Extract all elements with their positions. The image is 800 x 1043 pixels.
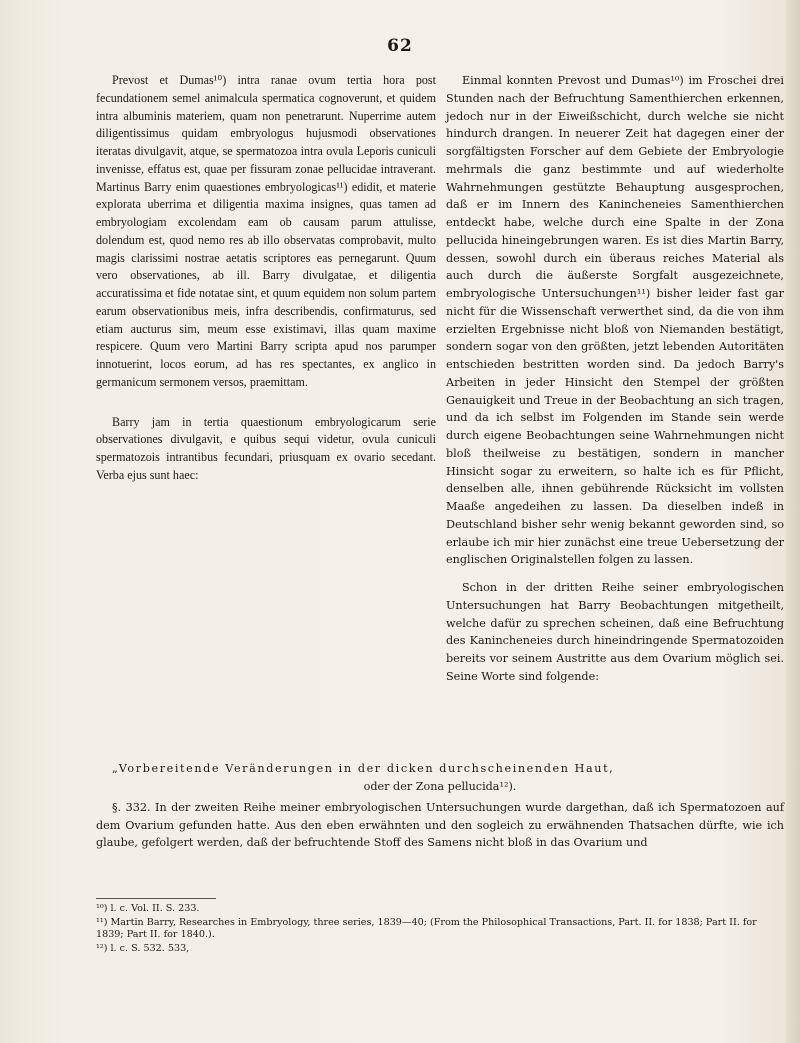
section-heading: „Vorbereitende Veränderungen in der dicken durchscheinenden Haut, bbox=[112, 762, 615, 775]
footnote-11: ¹¹) Martin Barry, Researches in Embryology, three series, 1839—40; (From the Philosophical Transactions, Part. II. for 1838; Part II. for 1839; Part II. for 1840.). bbox=[96, 916, 757, 941]
page-edge bbox=[786, 0, 800, 1043]
footnote-divider bbox=[96, 898, 216, 899]
page-number: 62 bbox=[387, 36, 413, 56]
latin-paragraph-1: Prevost et Dumas¹⁰) intra ranae ovum tertia hora post fecundationem semel animalcula spermatica cognoverunt, et quidem intra albuminis materiem, quam non penetrarunt. Nuperrime autem diligentissimus quidam embryologus hujusmodi observationes iteratas divulgavit, atque, se spermatozoa intra ovula Leporis cuniculi invenisse, effatus est, quae per fissuram zonae pellucidae intraverant. Martinus Barry enim quaestiones embryologicas¹¹) edidit, et materie explorata uberrima et diligentia maxima insignes, quas tamen ad embryologiam excolendam eam ob causam parum attulisse, dolendum est, quod nemo res ab illo observatas comprobavit, multo magis clarissimi nostrae aetatis scriptores eas pernegarunt. Quum vero observationes, ab ill. Barry divulgatae, et diligentia accuratissima et fide notatae sint, et quum equidem non solum partem earum observationibus meis, infra describendis, confirmaturus, sed etiam aucturus sim, meum esse existimavi, illas quam maxime respicere. Quum vero Martini Barry scripta apud nos parumper innotuerint, locos eorum, ad has res spectantes, ex anglico in germanicum sermonem versos, praemittam. bbox=[96, 73, 436, 389]
footnote-10: ¹⁰) l. c. Vol. II. S. 233. bbox=[96, 903, 200, 914]
footnote-12: ¹²) l. c. S. 532. 533, bbox=[96, 942, 190, 954]
quoted-section bbox=[96, 760, 784, 852]
latin-paragraph-2: Barry jam in tertia quaestionum embryologicarum serie observationes divulgavit, e quibus sequi videtur, ovula cuniculi spermatozois intrantibus fecundari, priusquam ex ovario secedant. Verba ejus sunt haec: bbox=[96, 414, 436, 482]
latin-column bbox=[96, 72, 436, 485]
german-paragraph-2: Schon in der dritten Reihe seiner embryologischen Untersuchungen hat Barry Beobachtungen mitgetheilt, welche dafür zu sprechen scheinen, daß eine Befruchtung des Kanincheneies durch hineindringende Spermatozoiden bereits vor seinem Austritte aus dem Ovarium möglich sei. Seine Worte sind folgende: bbox=[446, 581, 784, 683]
section-paragraph: §. 332. In der zweiten Reihe meiner embryologischen Untersuchungen wurde dargethan, daß ich Spermatozoen auf dem Ovarium gefunden hatte. Aus den eben erwähnten und den sogleich zu erwähnenden Thatsachen dürfte, wie ich glaube, gefolgert werden, daß der befruchtende Stoff des Samens nicht bloß in das Ovarium und bbox=[96, 801, 784, 849]
german-paragraph-1: Einmal konnten Prevost und Dumas¹⁰) im Froschei drei Stunden nach der Befruchtung Samenthierchen erkennen, jedoch nur in der Eiweißschicht, durch welche sie nicht hindurch drangen. In neuerer Zeit hat dagegen einer der sorgfältigsten Forscher auf dem Gebiete der Embryologie mehrmals die ganz bestimmte und auf wiederholte Wahrnehmungen gestützte Behauptung ausgesprochen, daß er im Innern des Kanincheneies Samenthierchen entdeckt habe, welche durch eine Spalte in der Zona pellucida hineingebrungen waren. Es ist dies Martin Barry, dessen, sowohl durch ein überaus reiches Material als auch durch die äußerste Sorgfalt ausgezeichnete, embryologische Untersuchungen¹¹) bisher leider fast gar nicht für die Wissenschaft verwerthet sind, da die von ihm erzielten Ergebnisse nicht bloß von Niemanden bestätigt, sondern sogar von den größten, jetzt lebenden Autoritäten entschieden bestritten worden sind. Da jedoch Barry's Arbeiten in jeder Hinsicht den Stempel der größten Genauigkeit und Treue in der Beobachtung an sich tragen, und da ich selbst im Folgenden im Stande sein werde durch eigene Beobachtungen seine Wahrnehmungen nicht bloß theilweise zu bestätigen, sondern in mancher Hinsicht sogar zu erweitern, so halte ich es für Pflicht, denselben alle, ihnen gebührende Rücksicht im vollsten Maaße angedeihen zu lassen. Da dieselben indeß in Deutschland bisher sehr wenig bekannt geworden sind, so erlaube ich mir hier zunächst eine treue Uebersetzung der englischen Originalstellen folgen zu lassen. bbox=[446, 74, 784, 567]
footnotes bbox=[96, 903, 786, 956]
german-column bbox=[446, 72, 784, 686]
section-heading-continued: oder der Zona pellucida¹²). bbox=[363, 779, 517, 793]
